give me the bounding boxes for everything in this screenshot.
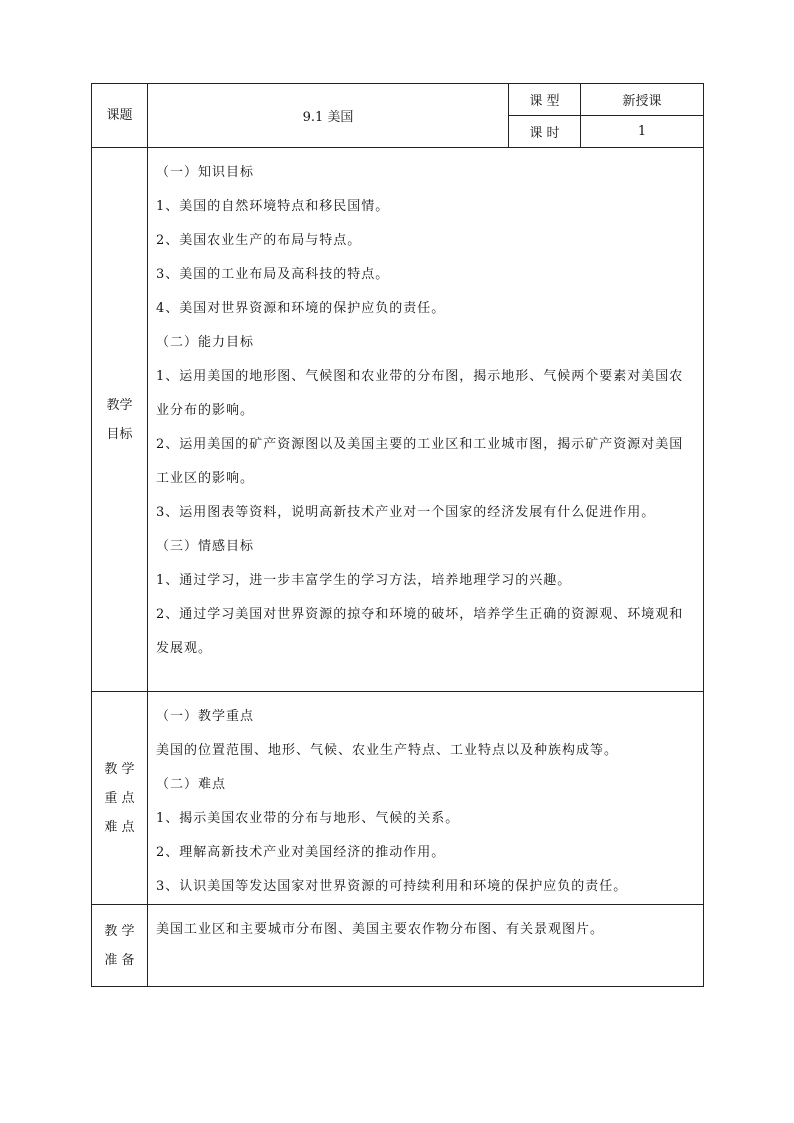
topic-label: 课题 — [106, 108, 133, 123]
objectives-heading-ability: （二）能力目标 — [156, 335, 255, 350]
objectives-line: 1、美国的自然环境特点和移民国情。 — [156, 199, 390, 214]
keypoints-content-cell — [148, 692, 704, 905]
type-label-cell — [509, 84, 581, 116]
objectives-label-line-2: 目标 — [106, 426, 133, 442]
objectives-label-line-1: 教学 — [106, 397, 133, 413]
keypoints-content — [148, 692, 703, 904]
keypoints-heading-difficulty: （二）难点 — [156, 777, 227, 792]
objectives-line: 4、美国对世界资源和环境的保护应负的责任。 — [156, 301, 446, 316]
keypoints-heading-focus: （一）教学重点 — [156, 709, 255, 724]
preparation-content-cell — [148, 905, 704, 987]
preparation-text: 美国工业区和主要城市分布图、美国主要农作物分布图、有关景观图片。 — [156, 922, 605, 937]
preparation-label-line-1: 教 学 — [104, 923, 135, 939]
topic-title: 9.1 美国 — [302, 110, 354, 125]
hours-value: 1 — [637, 124, 647, 139]
objectives-line: 3、运用图表等资料，说明高新技术产业对一个国家的经济发展有什么促进作用。 — [156, 505, 656, 520]
hours-value-cell — [581, 116, 704, 148]
keypoints-line: 美国的位置范围、地形、气候、农业生产特点、工业特点以及种族构成等。 — [156, 743, 619, 758]
objectives-line: 1、通过学习，进一步丰富学生的学习方法，培养地理学习的兴趣。 — [156, 573, 572, 588]
lesson-plan-table — [91, 83, 704, 987]
objectives-heading-knowledge: （一）知识目标 — [156, 165, 255, 180]
topic-label-cell — [92, 84, 148, 148]
preparation-label-line-2: 准 备 — [104, 952, 135, 968]
keypoints-line: 1、揭示美国农业带的分布与地形、气候的关系。 — [156, 811, 460, 826]
objectives-line: 2、美国农业生产的布局与特点。 — [156, 233, 362, 248]
objectives-content-cell — [148, 148, 704, 692]
keypoints-label-line-1: 教 学 — [104, 761, 135, 777]
hours-label-cell — [509, 116, 581, 148]
hours-label: 课 时 — [529, 126, 560, 141]
keypoints-line: 3、认识美国等发达国家对世界资源的可持续利用和环境的保护应负的责任。 — [156, 879, 628, 894]
objectives-line: 2、运用美国的矿产资源图以及美国主要的工业区和工业城市图，揭示矿产资源对美国工业区的影响。 — [156, 437, 684, 486]
preparation-content — [148, 905, 703, 947]
topic-cell — [148, 84, 509, 148]
objectives-heading-emotion: （三）情感目标 — [156, 539, 255, 554]
type-value-cell — [581, 84, 704, 116]
keypoints-line: 2、理解高新技术产业对美国经济的推动作用。 — [156, 845, 446, 860]
keypoints-label-line-2: 重 点 — [104, 790, 135, 806]
preparation-label-cell — [92, 905, 148, 987]
keypoints-label-line-3: 难 点 — [104, 819, 135, 835]
objectives-content — [148, 148, 703, 666]
objectives-line: 2、通过学习美国对世界资源的掠夺和环境的破坏，培养学生正确的资源观、环境观和发展观。 — [156, 607, 684, 656]
keypoints-label-cell — [92, 692, 148, 905]
type-value: 新授课 — [622, 94, 662, 109]
objectives-line: 1、运用美国的地形图、气候图和农业带的分布图，揭示地形、气候两个要素对美国农业分布的影响。 — [156, 369, 684, 418]
objectives-label-cell — [92, 148, 148, 692]
objectives-line: 3、美国的工业布局及高科技的特点。 — [156, 267, 390, 282]
type-label: 课 型 — [529, 94, 560, 109]
